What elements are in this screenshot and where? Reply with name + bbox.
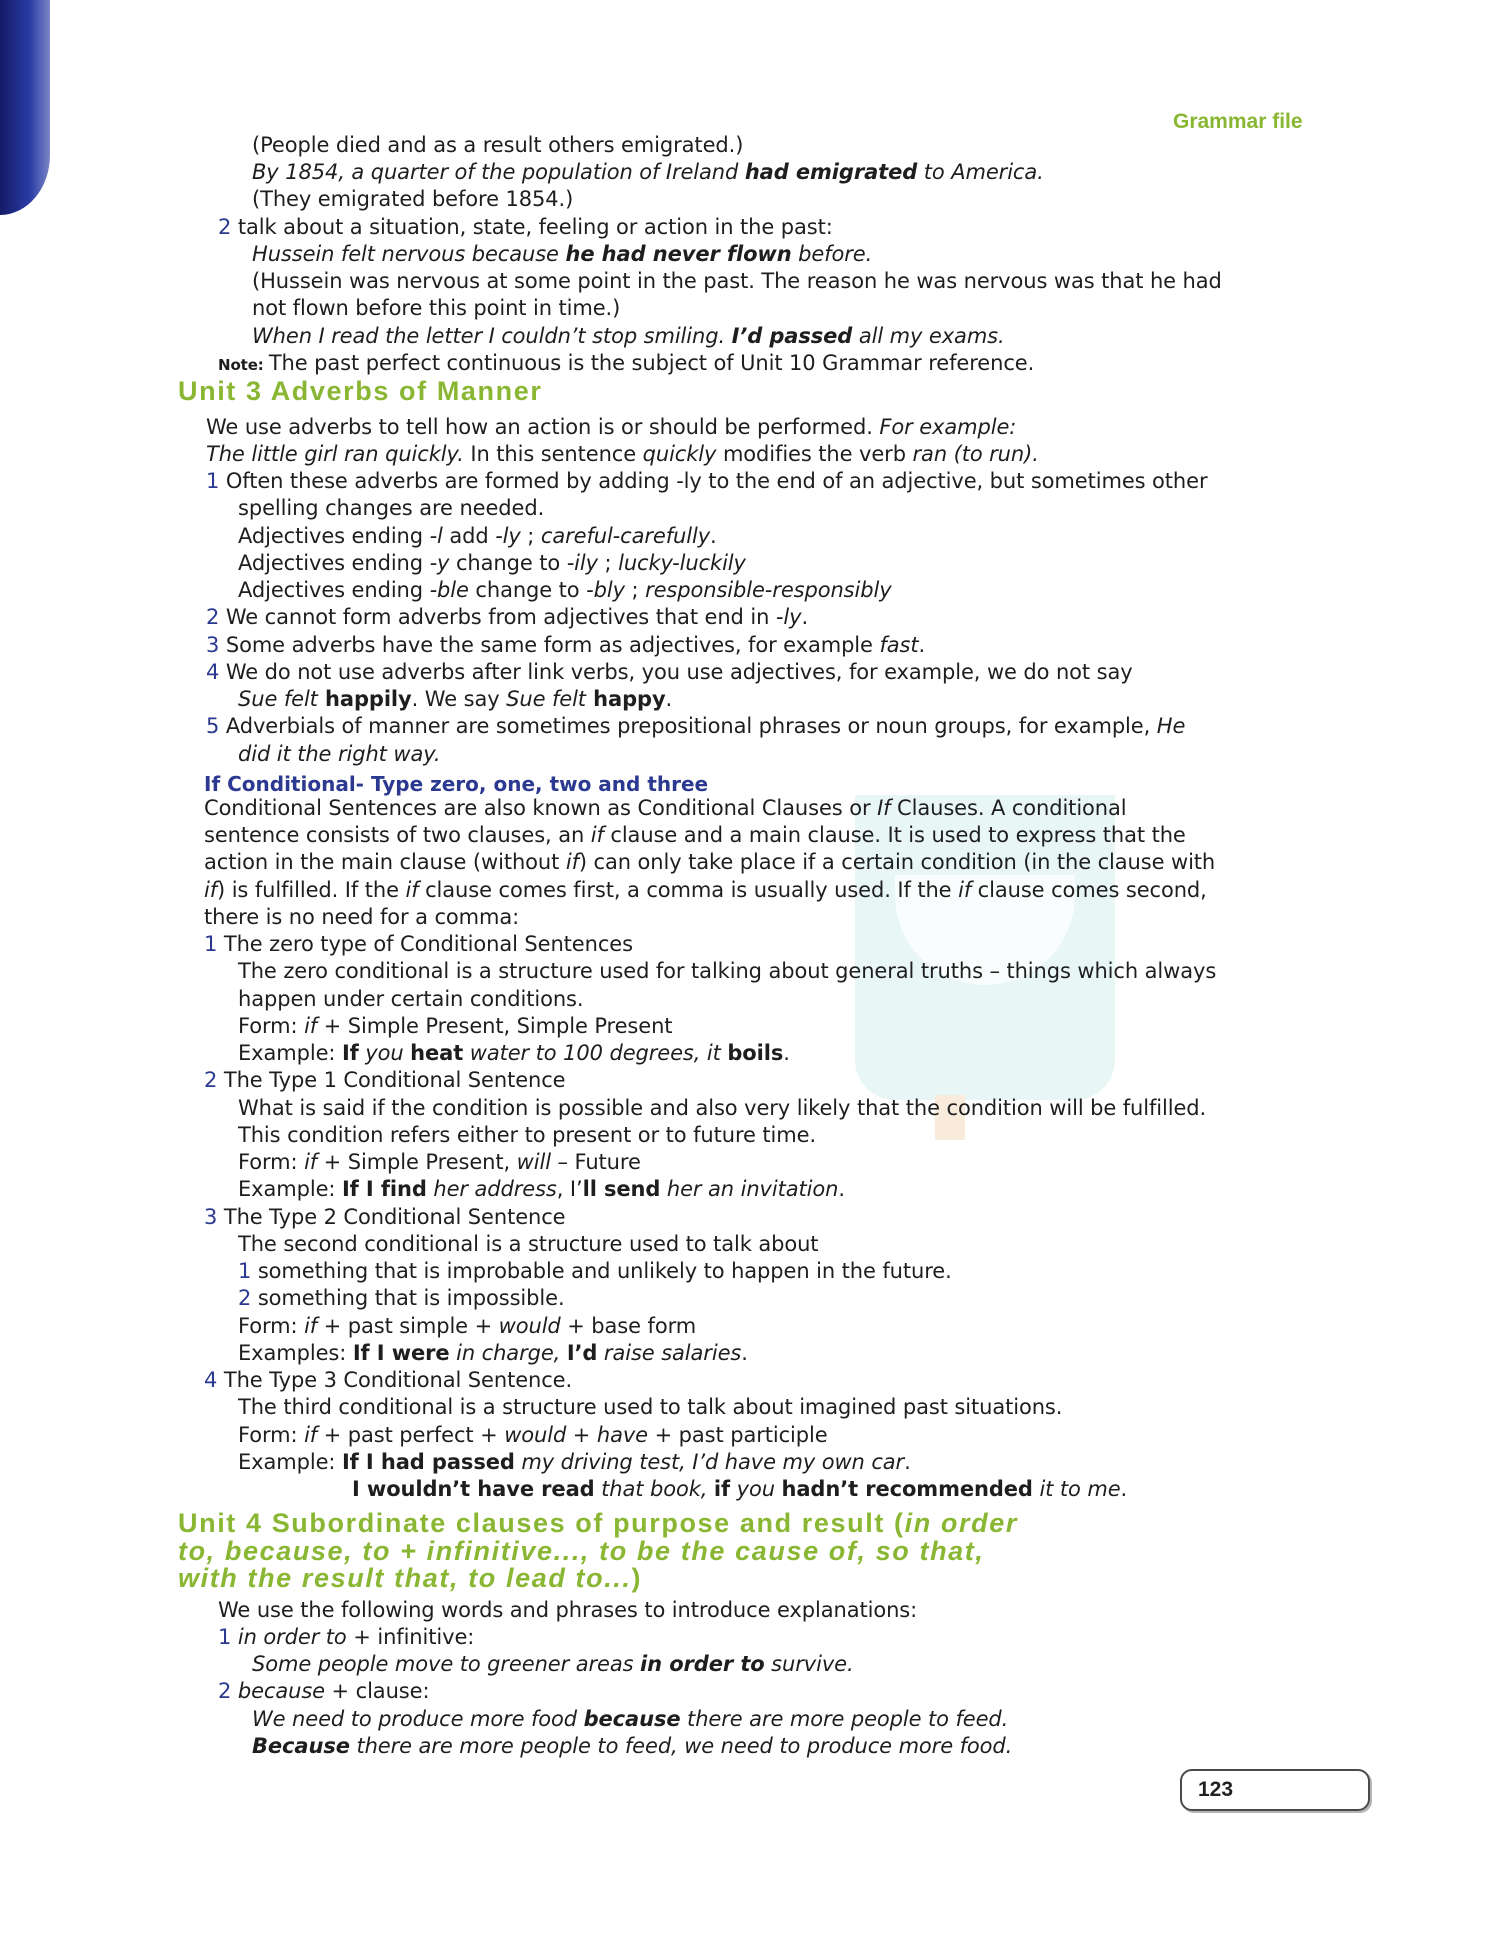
text-run: . [710, 524, 717, 548]
text-run: if [304, 1014, 318, 1038]
text-run: 2 [204, 1068, 218, 1092]
text-run: if [204, 878, 218, 902]
text-line [238, 1122, 816, 1148]
text-run: + Simple Present, Simple Present [317, 1014, 673, 1038]
text-run: Sue felt [238, 687, 318, 711]
text-run: Form: [238, 1423, 305, 1447]
text-run: there are more people to feed. [680, 1707, 1009, 1731]
text-run: Examples: [238, 1341, 353, 1365]
text-line [252, 1706, 1008, 1732]
text-run: change to [468, 578, 587, 602]
text-run: The Type 1 Conditional Sentence [217, 1068, 566, 1092]
unit-4-heading-line-1 [178, 1509, 1018, 1538]
text-run: The Type 3 Conditional Sentence. [217, 1368, 573, 1392]
text-run: ran (to run). [912, 442, 1039, 466]
text-run: 1 [204, 932, 218, 956]
text-run: . [665, 687, 673, 711]
text-run: We need to produce more food [252, 1707, 584, 1731]
text-run: I wouldn’t have read [352, 1477, 595, 1501]
text-run: to America. [917, 160, 1044, 184]
text-run: her an invitation [660, 1177, 839, 1201]
text-run: he had never flown [565, 242, 792, 266]
text-run: -ily [566, 551, 598, 575]
text-line [204, 1367, 572, 1393]
text-run: something that is impossible. [251, 1286, 565, 1310]
text-run: lucky-luckily [618, 551, 746, 575]
text-run: + infinitive: [346, 1625, 475, 1649]
text-run: happy [585, 687, 666, 711]
page-number-box: 123 [1180, 1769, 1370, 1811]
text-line [238, 1394, 1062, 1420]
unit-4-heading-part: with the result that, to lead to... [178, 1563, 632, 1593]
text-line [238, 1258, 952, 1284]
unit-4-heading-line-2 [178, 1537, 985, 1566]
text-run: If I find [341, 1177, 427, 1201]
text-run: ll send [582, 1177, 661, 1201]
text-line [204, 1204, 566, 1230]
text-run: add [442, 524, 496, 548]
text-line [204, 1067, 566, 1093]
text-run: We do not use adverbs after link verbs, you use adjectives, for example, we do not say [219, 660, 1133, 684]
text-run: spelling changes are needed. [238, 496, 545, 520]
text-run: had emigrated [744, 160, 918, 184]
text-run: Adjectives ending [238, 524, 430, 548]
unit-4-heading-part: to, because, to + infinitive..., [178, 1536, 591, 1566]
text-line [238, 741, 441, 767]
text-line [218, 350, 1034, 378]
text-line [252, 159, 1044, 185]
text-line [204, 849, 1215, 875]
text-run: The second conditional is a structure used to talk about [238, 1232, 819, 1256]
text-run: in order to [640, 1652, 765, 1676]
text-run: + past simple + [317, 1314, 499, 1338]
text-line [204, 822, 1186, 848]
text-line [238, 1313, 696, 1339]
text-run: 3 [204, 1205, 218, 1229]
text-run: -ble [429, 578, 469, 602]
text-run: . [741, 1341, 748, 1365]
text-run: water to 100 degrees, it [463, 1041, 728, 1065]
text-line [204, 877, 1207, 903]
text-run: (Hussein was nervous at some point in the past. The reason he was nervous was that he had [252, 269, 1222, 293]
text-run: happen under certain conditions. [238, 987, 584, 1011]
text-run: hadn’t recommended [781, 1477, 1033, 1501]
text-run: We use adverbs to tell how an action is or should be performed. [206, 415, 880, 439]
text-run: because [583, 1707, 681, 1731]
unit-3-heading: Unit 3 Adverbs of Manner [178, 376, 543, 406]
text-run: in order to [231, 1625, 347, 1649]
text-run: 1 [238, 1259, 252, 1283]
text-run: 4 [206, 660, 220, 684]
text-run: clause comes second, [971, 878, 1207, 902]
text-run: if [713, 1477, 731, 1501]
text-run: The zero type of Conditional Sentences [217, 932, 633, 956]
text-line [206, 632, 925, 658]
text-run: -y [429, 551, 450, 575]
unit-4-heading-line-3 [178, 1564, 642, 1593]
text-run: Adjectives ending [238, 551, 430, 575]
text-line [238, 1149, 641, 1175]
text-run: Example: [238, 1041, 342, 1065]
text-run: By 1854, a quarter of the population of Ireland [252, 160, 745, 184]
text-run: ) can only take place if a certain condition (in the clause with [578, 850, 1216, 874]
text-run: you [358, 1041, 411, 1065]
text-run: would [498, 1314, 561, 1338]
text-run: Adjectives ending [238, 578, 430, 602]
conditional-subheading: If Conditional- Type zero, one, two and three [204, 772, 709, 796]
text-run: if [958, 878, 972, 902]
text-run: The third conditional is a structure used to talk about imagined past situations. [238, 1395, 1063, 1419]
text-run: boils [727, 1041, 784, 1065]
text-run: If I had passed [341, 1450, 515, 1474]
text-run: before. [791, 242, 873, 266]
text-run: did it the right way. [238, 742, 441, 766]
text-line [252, 1651, 854, 1677]
text-run: ; [624, 578, 646, 602]
text-line [238, 1013, 672, 1039]
text-run: What is said if the condition is possible and also very likely that the condition will be fulfilled. [238, 1096, 1207, 1120]
text-run: . We say [411, 687, 507, 711]
text-run: Adverbials of manner are sometimes prepositional phrases or noun groups, for example, [219, 714, 1157, 738]
text-run: He [1156, 714, 1186, 738]
text-run: heat [410, 1041, 464, 1065]
text-run: if [405, 878, 419, 902]
text-line [252, 295, 620, 321]
text-line [218, 214, 833, 240]
text-run: there is no need for a comma: [204, 905, 520, 929]
page-header: Grammar file [1173, 110, 1303, 133]
text-run: Clauses. A conditional [890, 796, 1127, 820]
text-line [238, 958, 1216, 984]
text-run: clause and a main clause. It is used to express that the [603, 823, 1186, 847]
text-run: We use the following words and phrases to introduce explanations: [218, 1598, 918, 1622]
text-run: Hussein felt nervous because [252, 242, 566, 266]
text-line [252, 268, 1222, 294]
text-run: When I read the letter I couldn’t stop smiling. [252, 324, 732, 348]
text-run: quickly [642, 442, 717, 466]
unit-4-heading-part: to be the cause of, so that, [599, 1536, 985, 1566]
text-run: there are more people to feed, we need to produce more food. [349, 1734, 1013, 1758]
text-line [204, 904, 519, 930]
text-run: action in the main clause (without [204, 850, 566, 874]
unit-4-heading-part: ) [631, 1563, 643, 1593]
text-line [206, 441, 1039, 467]
text-line [206, 659, 1133, 685]
text-run: all my exams. [852, 324, 1005, 348]
text-run: sentence consists of two clauses, an [204, 823, 591, 847]
text-run: if [590, 823, 604, 847]
text-run: my driving test, I’d [514, 1450, 719, 1474]
text-line [238, 1040, 790, 1066]
text-run: survive. [764, 1652, 854, 1676]
text-run: Example: [238, 1177, 342, 1201]
text-line [252, 323, 1005, 349]
text-run: something that is improbable and unlikely to happen in the future. [251, 1259, 952, 1283]
text-line [218, 1678, 429, 1704]
text-run: modifies the verb [716, 442, 913, 466]
text-run: in charge, [449, 1341, 567, 1365]
text-run: 2 [218, 1679, 232, 1703]
text-run: , I’ [556, 1177, 583, 1201]
text-run: you [730, 1477, 782, 1501]
text-run: If [877, 796, 891, 820]
text-run: if [304, 1314, 318, 1338]
text-run: The little girl ran quickly. [206, 442, 464, 466]
text-run: The past perfect continuous is the subject of Unit 10 Grammar reference. [268, 351, 1035, 375]
text-run: 2 [238, 1286, 252, 1310]
text-run: + Simple Present, [317, 1150, 517, 1174]
text-run: + base form [560, 1314, 697, 1338]
text-run: because [231, 1679, 325, 1703]
text-run: happily [317, 687, 412, 711]
text-run: . [918, 633, 926, 657]
text-run: . [801, 605, 809, 629]
text-run: + [566, 1423, 597, 1447]
text-line [238, 986, 583, 1012]
text-line [204, 931, 633, 957]
text-run: If I were [352, 1341, 450, 1365]
text-run: . [783, 1041, 790, 1065]
text-line [238, 686, 672, 712]
text-run: – Future [550, 1150, 641, 1174]
text-line [238, 1340, 748, 1366]
text-line [238, 550, 746, 576]
text-run: it to me [1032, 1477, 1121, 1501]
text-run: -ly [495, 524, 521, 548]
text-run: clause comes first, a comma is usually used. If the [418, 878, 959, 902]
text-line [238, 1422, 828, 1448]
text-line [252, 132, 743, 158]
text-line [238, 577, 892, 603]
text-run: raise salaries [597, 1341, 742, 1365]
text-run: . [838, 1177, 845, 1201]
text-run: not flown before this point in time.) [252, 296, 621, 320]
text-run: Form: [238, 1150, 305, 1174]
text-run: 1 [218, 1625, 232, 1649]
text-run: 2 [206, 605, 220, 629]
text-run: her address [426, 1177, 557, 1201]
text-line [238, 495, 544, 521]
text-line [206, 604, 808, 630]
text-line [252, 241, 872, 267]
text-run: -bly [586, 578, 625, 602]
text-run: talk about a situation, state, feeling or action in the past: [231, 215, 833, 239]
text-run: if [304, 1150, 318, 1174]
text-run: Form: [238, 1014, 305, 1038]
text-run: would [504, 1423, 567, 1447]
text-run: ; [597, 551, 619, 575]
text-run: + past perfect + [317, 1423, 505, 1447]
text-run: change to [449, 551, 567, 575]
text-line [206, 713, 1185, 739]
text-line [218, 1597, 917, 1623]
text-run: + past participle [648, 1423, 828, 1447]
text-run: have [596, 1423, 649, 1447]
text-run: I’d [566, 1341, 598, 1365]
text-line [252, 1733, 1012, 1759]
text-run: Example: [238, 1450, 342, 1474]
text-run: if [304, 1423, 318, 1447]
text-line [238, 1449, 911, 1475]
text-line [352, 1476, 1127, 1502]
text-line [252, 186, 573, 212]
text-run: have my own car [718, 1450, 905, 1474]
text-run: -l [429, 524, 443, 548]
unit-4-heading-part: Unit 4 Subordinate clauses of purpose and result ( [178, 1508, 905, 1538]
text-run: . [904, 1450, 911, 1474]
text-line [238, 1231, 818, 1257]
text-run: -ly [775, 605, 802, 629]
text-run: 2 [218, 215, 232, 239]
text-run: Note: [218, 356, 269, 374]
text-run: Some people move to greener areas [252, 1652, 641, 1676]
text-run: Sue felt [506, 687, 586, 711]
text-run: Often these adverbs are formed by adding -ly to the end of an adjective, but sometimes other [219, 469, 1208, 493]
text-run: 4 [204, 1368, 218, 1392]
text-run: 1 [206, 469, 220, 493]
text-run: responsible-responsibly [645, 578, 892, 602]
text-run: Form: [238, 1314, 305, 1338]
text-run: ) is fulfilled. If the [217, 878, 406, 902]
text-run: For example: [879, 415, 1017, 439]
text-run: will [516, 1150, 551, 1174]
text-run: (They emigrated before 1854.) [252, 187, 574, 211]
text-line [206, 468, 1208, 494]
text-run: If [341, 1041, 359, 1065]
text-run: careful-carefully [540, 524, 711, 548]
text-run: ; [520, 524, 541, 548]
text-run: In this sentence [463, 442, 643, 466]
text-line [206, 414, 1016, 440]
text-run: 5 [206, 714, 220, 738]
text-run: Because [252, 1734, 350, 1758]
text-run: The zero conditional is a structure used for talking about general truths – things which always [238, 959, 1217, 983]
text-run: I’d passed [731, 324, 853, 348]
text-line [238, 523, 717, 549]
text-run: This condition refers either to present or to future time. [238, 1123, 817, 1147]
text-run: We cannot form adverbs from adjectives that end in [219, 605, 776, 629]
text-run: (People died and as a result others emigrated.) [252, 133, 744, 157]
text-run: Some adverbs have the same form as adjectives, for example [219, 633, 880, 657]
text-run: . [1120, 1477, 1128, 1501]
unit-4-heading-part: in order [904, 1508, 1018, 1538]
text-line [238, 1095, 1206, 1121]
text-run: Conditional Sentences are also known as Conditional Clauses or [204, 796, 878, 820]
text-run: if [565, 850, 579, 874]
text-run: fast [879, 633, 919, 657]
text-run: + clause: [324, 1679, 430, 1703]
text-line [238, 1285, 565, 1311]
text-line [218, 1624, 474, 1650]
text-run: that book, [594, 1477, 714, 1501]
text-line [204, 795, 1127, 821]
text-line [238, 1176, 845, 1202]
text-run: The Type 2 Conditional Sentence [217, 1205, 566, 1229]
text-run: 3 [206, 633, 220, 657]
edge-color-bar [0, 0, 50, 215]
